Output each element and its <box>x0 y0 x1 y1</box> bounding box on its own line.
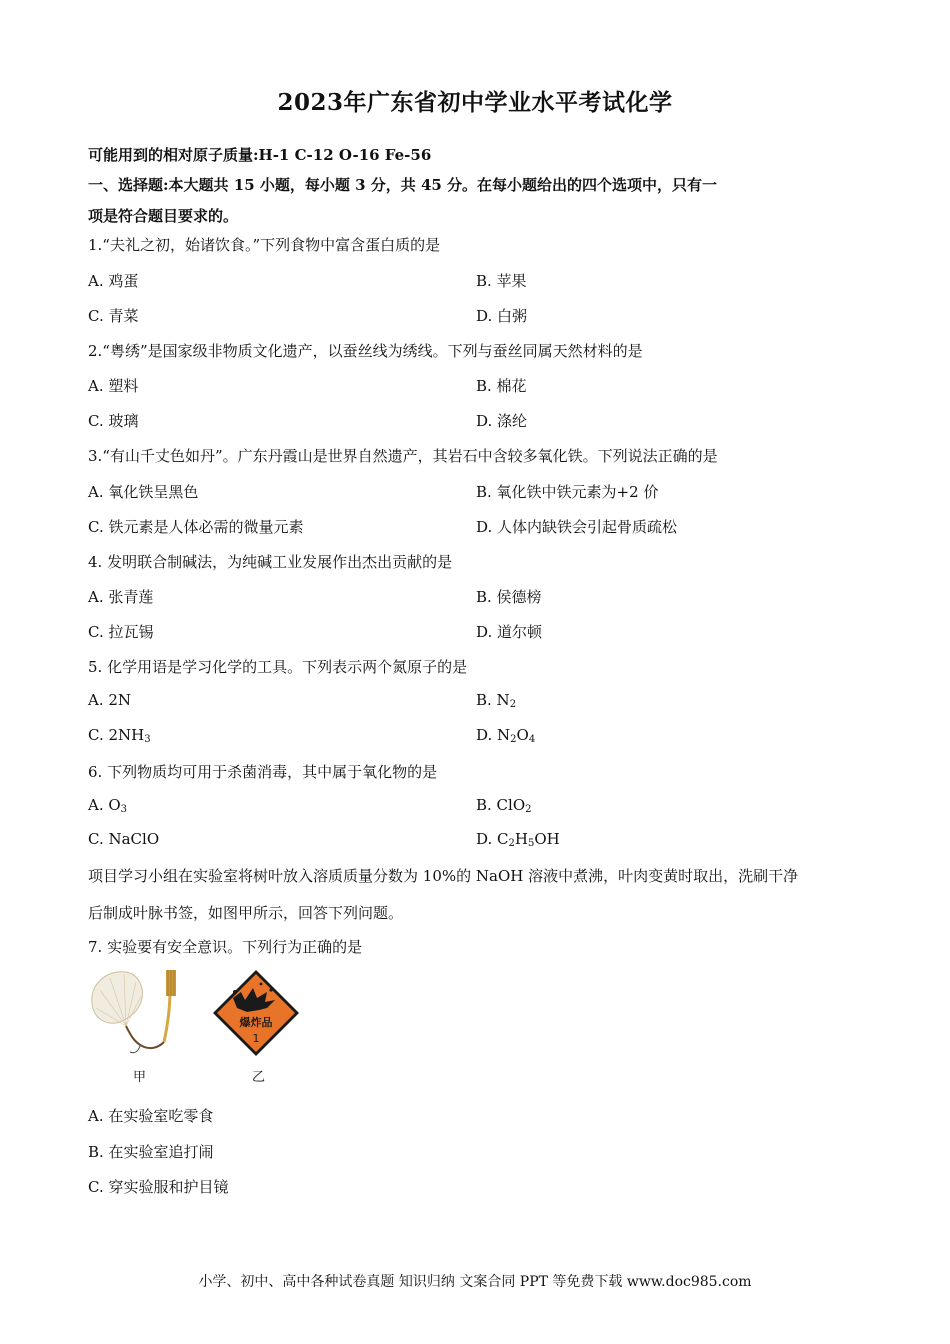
q1-option-c: C. 青菜 <box>88 307 139 325</box>
q6-option-b: B. ClO$_2$ <box>476 796 532 815</box>
sign-label: 爆炸品 <box>239 1016 273 1029</box>
q2-option-c: C. 玻璃 <box>88 412 139 430</box>
q3-option-c: C. 铁元素是人体必需的微量元素 <box>88 518 304 536</box>
q5-option-d: D. $N_2O_4$ <box>476 726 536 745</box>
section-heading-line2: 项是符合题目要求的。 <box>88 207 239 225</box>
q1-option-d: D. 白粥 <box>476 307 528 325</box>
q4-stem: 4. 发明联合制碱法，为纯碱工业发展作出杰出贡献的是 <box>88 553 453 571</box>
q1-stem: 1.“夫礼之初，始诸饮食。”下列食物中富含蛋白质的是 <box>88 236 441 254</box>
q2-option-d: D. 涤纶 <box>476 412 528 430</box>
q4-option-c: C. 拉瓦锡 <box>88 623 154 641</box>
page-footer: 小学、初中、高中各种试卷真题 知识归纳 文案合同 PPT 等免费下载 www.doc985.com <box>198 1274 752 1290</box>
q1-option-a: A. 鸡蛋 <box>88 272 139 290</box>
q7-option-c: C. 穿实验服和护目镜 <box>88 1178 229 1196</box>
q5-option-a: A. 2N <box>88 691 132 709</box>
section-heading-line1: 一、选择题:本大题共 15 小题，每小题 3 分，共 45 分。在每小题给出的四个选项中，只有一 <box>88 176 718 194</box>
passage-line2: 后制成叶脉书签，如图甲所示，回答下列问题。 <box>88 904 404 922</box>
q4-option-a: A. 张青莲 <box>88 588 154 606</box>
page-title: 2023年广东省初中学业水平考试化学 <box>277 89 673 116</box>
passage-line1: 项目学习小组在实验室将树叶放入溶质质量分数为 10%的 NaOH 溶液中煮沸，叶肉变黄时取出，洗刷干净 <box>88 867 799 885</box>
q3-option-b: B. 氧化铁中铁元素为+2 价 <box>476 483 659 501</box>
figure-yi-caption: 乙 <box>252 1070 266 1085</box>
q2-option-a: A. 塑料 <box>88 377 139 395</box>
q5-option-b: B. $N_2$ <box>476 691 517 710</box>
q5-option-c: C. $2NH_3$ <box>88 726 151 745</box>
q7-stem: 7. 实验要有安全意识。下列行为正确的是 <box>88 938 363 956</box>
q3-stem: 3.“有山千丈色如丹”。广东丹霞山是世界自然遗产，其岩石中含较多氧化铁。下列说法正确的是 <box>88 447 718 465</box>
q6-option-a: A. $O_3$ <box>88 796 128 815</box>
q2-stem: 2.“粤绣”是国家级非物质文化遗产，以蚕丝线为绣线。下列与蚕丝同属天然材料的是 <box>88 342 643 360</box>
q7-option-b: B. 在实验室追打闹 <box>88 1143 214 1161</box>
q4-option-d: D. 道尔顿 <box>476 623 543 641</box>
q6-stem: 6. 下列物质均可用于杀菌消毒，其中属于氧化物的是 <box>88 763 438 781</box>
q1-option-b: B. 苹果 <box>476 272 527 290</box>
explosive-warning-sign <box>211 968 301 1058</box>
q6-option-d: D. $C_2H_5OH$ <box>476 830 560 849</box>
q2-option-b: B. 棉花 <box>476 377 527 395</box>
figure-jia-caption: 甲 <box>133 1070 147 1085</box>
atomic-masses: 可能用到的相对原子质量:H-1 C-12 O-16 Fe-56 <box>88 146 432 164</box>
sign-number: 1 <box>252 1032 260 1045</box>
leaf-bookmark-image <box>86 964 186 1056</box>
q3-option-d: D. 人体内缺铁会引起骨质疏松 <box>476 518 678 536</box>
q3-option-a: A. 氧化铁呈黑色 <box>88 483 199 501</box>
q6-option-c: C. NaClO <box>88 830 160 848</box>
q7-option-a: A. 在实验室吃零食 <box>88 1107 214 1125</box>
q4-option-b: B. 侯德榜 <box>476 588 542 606</box>
q5-stem: 5. 化学用语是学习化学的工具。下列表示两个氮原子的是 <box>88 658 468 676</box>
